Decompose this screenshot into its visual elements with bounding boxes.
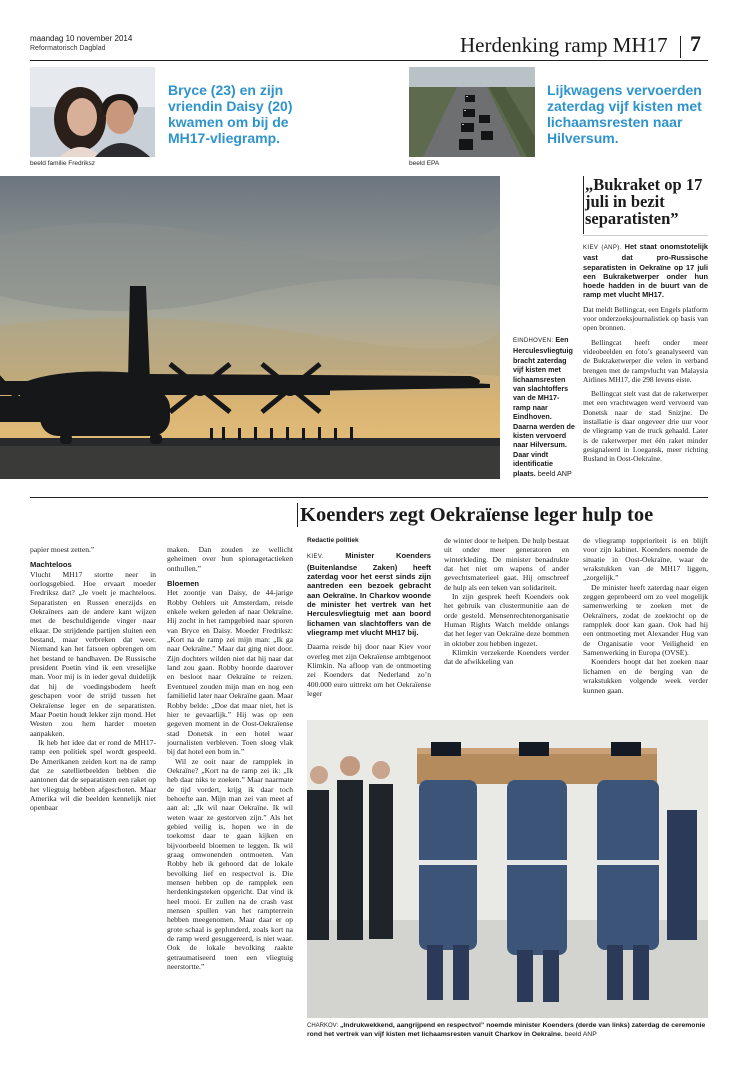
ceremony-photo	[307, 720, 708, 1018]
paragraph: Klimkin verzekerde Koenders verder dat de afwikkeling van	[444, 648, 569, 667]
teaser-couple-text[interactable]: Bryce (23) en zijn vriendin Daisy (20) kwamen om bij de MH17-vliegramp.	[168, 82, 293, 146]
section-rule	[30, 497, 708, 498]
couple-photo	[30, 67, 155, 157]
paragraph: Het zoontje van Daisy, de 44-jarige Robby Oehlers uit Amsterdam, reisde enkele weken geleden af naar Oekraïne. Hij zocht in het rampgebied naar sporen van Bryce en Daisy. Moeder Fredriksz: „Kort na de ramp zei mijn man: „Ik ga naar Oekraïne.” Maar dat ging niet door. Zijn dochters wilden niet dat hij naar dat land zou gaan. Robby hoorde daarover en besloot naar Oekraïne te reizen. Eventueel zouden mijn man en nog een familielid later naar Oekraïne gaan. Maar Robby belde: „Doe dat maar niet, het is hier te gevaarlijk.” Hij was op een gegeven moment in de Oost-Oekraïense stad Donetsk in een hotel waar journalisten verbleven. Toen sloeg vlak bij dat hotel een bom in.”	[167, 588, 293, 757]
hearse-convoy-photo	[409, 67, 535, 157]
newspaper-name: Reformatorisch Dagblad	[30, 45, 106, 52]
teaser-hearse-text[interactable]: Lijkwagens vervoerden zaterdag vijf kisten met lichaamsresten naar Hilversum.	[547, 82, 702, 146]
ceremony-photo-caption	[307, 1022, 707, 1040]
paragraph: de vliegramp topprioriteit is en blijft voor zijn kabinet. Koenders noemde de situatie in Oost-Oekraïne, waar de wrakstukken van de MH17 liggen, „zorgelijk.”	[583, 536, 708, 583]
caption-place: CHARKOV:	[307, 1023, 339, 1029]
paragraph: Wil ze ooit naar de rampplek in Oekraïne? „Kort na de ramp zei ik: „Ik heb daar niks te zoeken.” Maar naarmate de tijd vordert, krijg ik daar toch behoefte aan. Mijn man zei van meet af aan al: „Ik wil naar Oekraïne. Ik wil weten waar ze gestorven zijn.” Als het gebied veilig is, hopen we in de toekomst daar te gaan kijken en bijvoorbeeld bloemen te leggen. Ik wil graag omwonenden ontmoeten. Van Robby heb ik gehoord dat de lokale bevolking lief en respectvol is. Die mensen hebben op de rampplek een herdenkingsteken opgericht. Dat vind ik heel mooi. Er zullen na de crash vast mensen spullen van het rampterrein hebben meegenomen. Maar daar er op grote schaal is geplunderd, zoals kort na de ramp werd gesuggereerd, is niet waar. Ook de lokale bevolking raakte getraumatiseerd toen een vliegtuig neerstortte.”	[167, 756, 293, 972]
header-rule	[30, 60, 708, 61]
bukraket-headline[interactable]: „Bukraket op 17 juli in bezit separatisten”	[585, 175, 703, 228]
divider	[583, 235, 708, 236]
bukraket-article	[583, 242, 708, 469]
photo-credit: beeld familie Fredriksz	[30, 160, 96, 167]
caption-text: Een Herculesvliegtuig bracht zaterdag vijf kisten met lichaamsresten van slachtoffers van de MH17-ramp naar Eindhoven. Daarna werden de kisten vervoerd naar Hilversum. Daar vindt identificatie plaats.	[513, 335, 575, 478]
paragraph: Koenders hoopt dat het zoeken naar lichamen en de berging van de wrakstukken volgende week verder kunnen gaan.	[583, 657, 708, 695]
issue-date: maandag 10 november 2014	[30, 34, 133, 43]
subheading: Bloemen	[167, 579, 200, 589]
dateline: KIEV.	[307, 554, 324, 561]
story-column-2	[167, 545, 293, 971]
caption-place: EINDHOVEN:	[513, 338, 554, 344]
photo-credit: beeld ANP	[564, 1030, 597, 1038]
page-number: 7	[690, 31, 701, 56]
dateline: KIEV (ANP).	[583, 245, 622, 251]
header-separator	[680, 36, 681, 58]
hercules-plane-photo	[0, 176, 500, 479]
article-lead: Minister Koenders (Buitenlandse Zaken) heeft zaterdag voor het eerst sinds zijn aantreden een bezoek gebracht aan Oekraïne. In Charkov woonde de minister het vertrek van het Herculesvliegtuig met aan boord lichamen van slachtoffers van de vliegramp met vlucht MH17 bij.	[307, 551, 431, 638]
paragraph: In zijn gesprek heeft Koenders ook het gebruik van clustermunitie aan de orde gesteld. Mensenrechtenorganisatie Human Rights Watch meldde onlangs dat het leger van Oekraïne deze bommen in oktober zou hebben ingezet.	[444, 592, 569, 648]
koenders-headline[interactable]: Koenders zegt Oekraïense leger hulp toe	[300, 504, 654, 526]
paragraph: De minister heeft zaterdag naar eigen zeggen geprobeerd om zo veel mogelijk samenwerking te zoeken met de Oekraïners, zodat de zoektocht op de rampplek door kan gaan. Ook had hij een ontmoeting met Alexander Hug van de Organisatie voor Veiligheid en Samenwerking in Europa (OVSE).	[583, 582, 708, 658]
headline-rule	[583, 176, 584, 234]
headline-rule	[297, 503, 298, 527]
paragraph: Dat meldt Bellingcat, een Engels platform voor onderzoeksjournalistiek op basis van open bronnen.	[583, 304, 708, 333]
photo-credit: beeld EPA	[409, 160, 440, 167]
paragraph: Ik heb het idee dat er rond de MH17-ramp een politiek spel wordt gespeeld. De Amerikanen zeiden kort na de ramp dat ze satellietbeelden hebben die aantonen dat de separatisten een raket op het vliegtuig hebben afgeschoten. Maar Amerika wil die beelden kennelijk niet openbaar	[30, 737, 156, 813]
paragraph: de winter door te helpen. De hulp bestaat uit onder meer generatoren en winterkleding. De minister benadrukte dat het niet om wapens of ander gevechtsmaterieel gaat. Hij omschreef de hulp als een teken van solidariteit.	[444, 536, 569, 592]
subheading: Machteloos	[30, 560, 72, 570]
section-title: Herdenking ramp MH17	[460, 33, 668, 57]
paragraph: Daarna reisde hij door naar Kiev voor overleg met zijn Oekraïense ambtgenoot Klimkin. Na afloop van de ontmoeting zei Koenders dat Nederland zo’n 400.000 euro uittrekt om het Oekraïense leger	[307, 642, 431, 699]
paragraph: Vlucht MH17 stortte neer in oorlogsgebied. Hoe ervaart moeder Fredriksz dat? „Je voelt je machteloos. Separatisten en Russen enerzijds en Oekraïners aan de andere kant wijzen met de beschuldigende vinger naar elkaar. De strijdende partijen sluiten een bestand, maar verbreken dat weer. Niemand kan het fatsoen opbrengen om het bestand te handhaven. De Russische president Poetin vind ik een vreselijke man. Voor mij is in ieder geval duidelijk dat hij de voedingsbodem heeft geschapen voor de strijd tussen het Oekraïense leger en de separatisten. Maar Poetin houdt lekker zijn mond. Het Westen zou hem harder moeten aanpakken.	[30, 569, 156, 738]
story-column-1	[30, 545, 156, 813]
koenders-column-2	[444, 536, 569, 667]
photo-credit: beeld ANP	[537, 468, 572, 478]
paragraph: Bellingcat heeft onder meer videobeelden en foto’s geanalyseerd van de Bukraketwerper die velen in verband brengen met de rampvlucht van Malaysia Airlines MH17, die 298 levens eiste.	[583, 337, 708, 384]
koenders-column-1	[307, 536, 431, 699]
paragraph: papier moest zetten.”	[30, 545, 95, 554]
paragraph: Bellingcat stelt vast dat de raketwerper met een vrachtwagen werd vervoerd van Donetsk naar de stad Snizjne. De installatie is daar ongeveer drie uur voor de vliegramp van de truck gehaald. Later is de raketwerper met één raket minder gesignaleerd in Loegansk, meer richting Rusland in Oost-Oekraïne.	[583, 389, 708, 464]
koenders-column-3	[583, 536, 708, 695]
photo-caption	[513, 335, 575, 478]
article-lead: Het staat onomstotelijk vast dat pro-Russische separatisten in Oekraïne op 17 juli een Bukraketwerper onder hun hoede hadden in de buurt van de ramp met vlucht MH17.	[583, 242, 708, 300]
caption-text: „Indrukwekkend, aangrijpend en respectvol” noemde minister Koenders (derde van links) zaterdag de ceremonie rond het vertrek van vijf kisten met lichaamsresten vanuit Charkov in Oekraïne.	[307, 1022, 706, 1038]
byline: Redactie politiek	[307, 537, 359, 544]
paragraph: maken. Dan zouden ze wellicht geheimen over hun spionagetactieken onthullen.”	[167, 545, 293, 573]
